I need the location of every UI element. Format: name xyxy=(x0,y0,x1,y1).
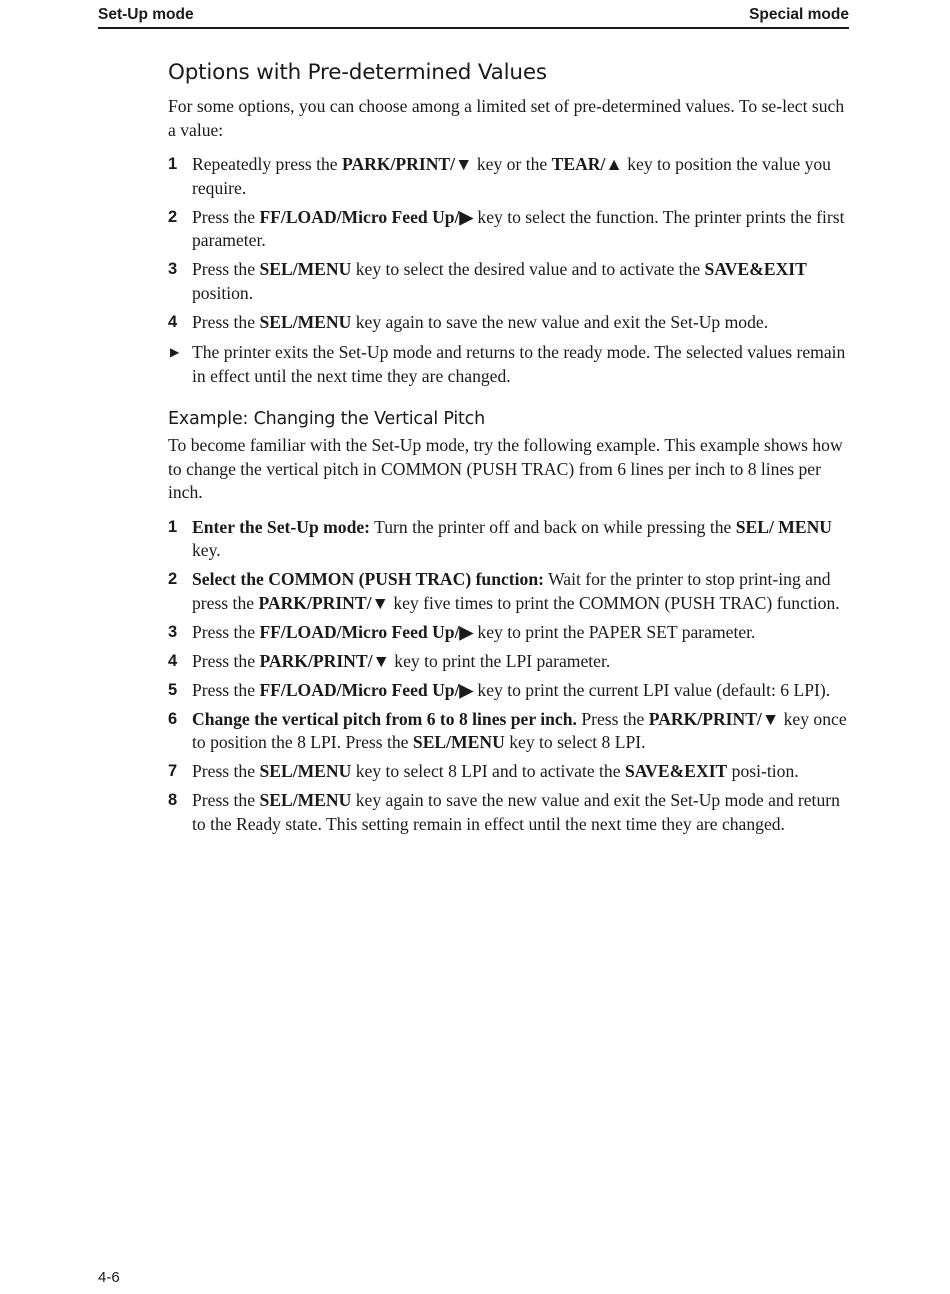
example-steps-list xyxy=(168,516,849,837)
step-key-text: SEL/MENU xyxy=(259,761,352,781)
step-text: key to select the desired value and to activate the xyxy=(351,259,705,279)
step-key-text: SEL/ MENU xyxy=(735,516,833,537)
step-text: key to print the LPI parameter. xyxy=(389,650,611,671)
step-key-text: Enter the Set-Up mode: xyxy=(192,516,371,537)
step-key-text: Select the COMMON (PUSH TRAC) function: xyxy=(192,569,544,589)
step-key-text: TEAR/▲ xyxy=(551,154,623,174)
step-text: Repeatedly press the xyxy=(192,154,342,174)
step-text: key to print the current LPI value (default: 6 LPI). xyxy=(473,679,831,700)
step-number: 4 xyxy=(168,651,178,670)
step-key-text: PARK/PRINT/▼ xyxy=(259,650,390,671)
header-chapter-title: Set-Up mode xyxy=(98,6,194,23)
step-item xyxy=(168,760,849,784)
step-item xyxy=(168,568,849,615)
step-key-text: SEL/MENU xyxy=(412,732,505,752)
step-number: 4 xyxy=(168,312,178,331)
step-item xyxy=(168,153,849,200)
step-key-text: PARK/PRINT/▼ xyxy=(648,708,780,729)
step-item xyxy=(168,621,849,645)
example-intro: To become familiar with the Set-Up mode, try the following example. This example shows how to change the vertical pitch in COMMON (PUSH TRAC) from 6 lines per inch to 8 lines per inch. xyxy=(168,435,843,502)
result-arrow-icon: ▶ xyxy=(170,345,180,359)
result-item xyxy=(168,341,849,388)
step-item xyxy=(168,258,849,305)
step-number: 3 xyxy=(168,260,178,278)
step-number: 2 xyxy=(168,570,178,588)
step-text: key to select 8 LPI. xyxy=(504,732,646,752)
example-heading: Example: Changing the Vertical Pitch xyxy=(168,409,485,429)
step-text: Press the xyxy=(192,206,260,227)
step-key-text: SEL/MENU xyxy=(259,790,352,810)
section-heading: Options with Pre-determined Values xyxy=(168,60,547,85)
step-number: 2 xyxy=(168,207,178,226)
step-text: key five times to print the COMMON (PUSH TRAC) function. xyxy=(388,592,840,613)
step-text: position. xyxy=(192,282,254,303)
step-item xyxy=(168,650,849,674)
step-text: Wait for the printer to stop print-ing and press the xyxy=(192,569,831,613)
step-number: 1 xyxy=(168,155,178,173)
step-item xyxy=(168,708,849,755)
step-text: key. xyxy=(192,540,221,560)
step-text: Press the xyxy=(192,790,260,810)
page-content xyxy=(168,58,849,843)
step-number: 8 xyxy=(168,791,178,809)
page-header xyxy=(98,5,849,29)
step-key-text: SAVE&EXIT xyxy=(624,761,728,781)
header-section-title: Special mode xyxy=(749,6,849,23)
step-text: key or the xyxy=(472,154,552,174)
step-text: key once to position the 8 LPI. Press the xyxy=(192,708,847,752)
step-item xyxy=(168,679,849,703)
step-key-text: Change the vertical pitch from 6 to 8 lines per inch. xyxy=(192,708,577,729)
step-key-text: FF/LOAD/Micro Feed Up/▶ xyxy=(259,621,473,642)
step-item xyxy=(168,311,849,335)
step-text: key again to save the new value and exit the Set-Up mode and return to the Ready state. This setting remain in effect until the next time they are changed. xyxy=(192,790,840,834)
step-text: key to print the PAPER SET parameter. xyxy=(473,621,756,642)
step-text: Turn the printer off and back on while pressing the xyxy=(370,516,736,537)
step-key-text: PARK/PRINT/▼ xyxy=(342,154,473,174)
step-item xyxy=(168,206,849,253)
step-key-text: SEL/MENU xyxy=(259,259,352,279)
step-number: 1 xyxy=(168,517,178,536)
step-item xyxy=(168,516,849,563)
step-number: 7 xyxy=(168,762,178,780)
step-number: 5 xyxy=(168,680,178,699)
step-text: Press the xyxy=(192,650,260,671)
step-key-text: PARK/PRINT/▼ xyxy=(258,592,389,613)
section-intro: For some options, you can choose among a limited set of pre-determined values. To se-lect such a value: xyxy=(168,96,845,140)
step-text: key to position the value you require. xyxy=(192,154,831,198)
step-item xyxy=(168,789,849,836)
result-list xyxy=(168,341,849,388)
step-text: Press the xyxy=(192,679,260,700)
step-text: posi-tion. xyxy=(727,761,799,781)
step-key-text: SEL/MENU xyxy=(259,311,352,332)
step-text: Press the xyxy=(192,259,260,279)
step-number: 6 xyxy=(168,709,178,728)
step-text: Press the xyxy=(192,761,260,781)
step-text: Press the xyxy=(192,621,260,642)
step-text: Press the xyxy=(576,708,649,729)
step-text: key to select the function. The printer prints the first parameter. xyxy=(192,206,845,250)
step-text: key to select 8 LPI and to activate the xyxy=(351,761,625,781)
step-key-text: FF/LOAD/Micro Feed Up/▶ xyxy=(259,679,473,700)
step-key-text: SAVE&EXIT xyxy=(704,259,807,279)
step-text: Press the xyxy=(192,311,260,332)
options-steps-list xyxy=(168,153,849,334)
result-text: The printer exits the Set-Up mode and returns to the ready mode. The selected values remain in effect until the next time they are changed. xyxy=(192,342,846,386)
step-number: 3 xyxy=(168,622,178,641)
step-text: key again to save the new value and exit the Set-Up mode. xyxy=(351,311,769,332)
step-key-text: FF/LOAD/Micro Feed Up/▶ xyxy=(259,206,473,227)
page-number: 4-6 xyxy=(98,1269,120,1286)
